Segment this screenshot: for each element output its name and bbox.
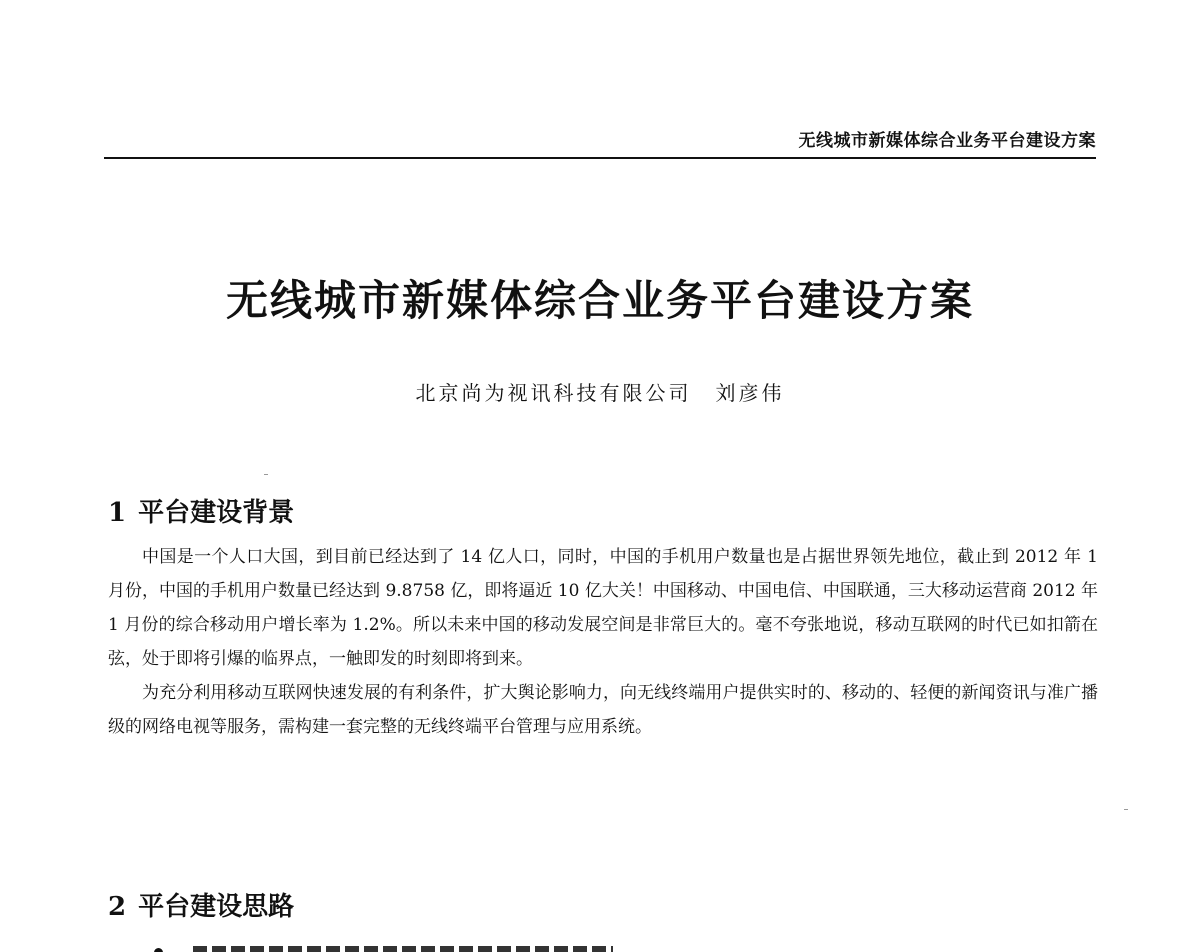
- cutoff-bullet-line: [154, 944, 624, 952]
- paragraph: 为充分利用移动互联网快速发展的有利条件，扩大舆论影响力，向无线终端用户提供实时的、移动的、轻便的新闻资讯与准广播级的网络电视等服务，需构建一套完整的无线终端平台管理与应用系统。: [108, 683, 1098, 737]
- section-body: [108, 540, 1098, 744]
- section-number: 2: [108, 892, 127, 922]
- header-divider: [104, 157, 1096, 159]
- cutoff-text-fragment: [193, 946, 613, 952]
- scan-speck: [264, 474, 268, 475]
- section-heading: [108, 886, 294, 923]
- byline-organization: 北京尚为视讯科技有限公司: [415, 381, 692, 405]
- document-title: 无线城市新媒体综合业务平台建设方案: [225, 276, 974, 325]
- section-number: 1: [108, 498, 127, 528]
- running-header-title: 无线城市新媒体综合业务平台建设方案: [798, 131, 1096, 151]
- byline-author: 刘彦伟: [715, 381, 785, 405]
- section-title: 平台建设思路: [138, 892, 295, 922]
- section-heading: [108, 492, 294, 529]
- scan-speck: [1124, 809, 1128, 810]
- section-title: 平台建设背景: [138, 498, 295, 528]
- byline: [0, 377, 1200, 406]
- bullet-icon: [154, 948, 163, 952]
- paragraph: 中国是一个人口大国，到目前已经达到了 14 亿人口，同时，中国的手机用户数量也是占据世界领先地位，截止到 2012 年 1 月份，中国的手机用户数量已经达到 9.8758 亿，即将逼近 10 亿大关！中国移动、中国电信、中国联通，三大移动运营商 2012 年 1 月份的综合移动用户增长率为 1.2%。所以未来中国的移动发展空间是非常巨大的。毫不夸张地说，移动互联网的时代已如扣箭在弦，处于即将引爆的临界点，一触即发的时刻即将到来。: [108, 547, 1098, 669]
